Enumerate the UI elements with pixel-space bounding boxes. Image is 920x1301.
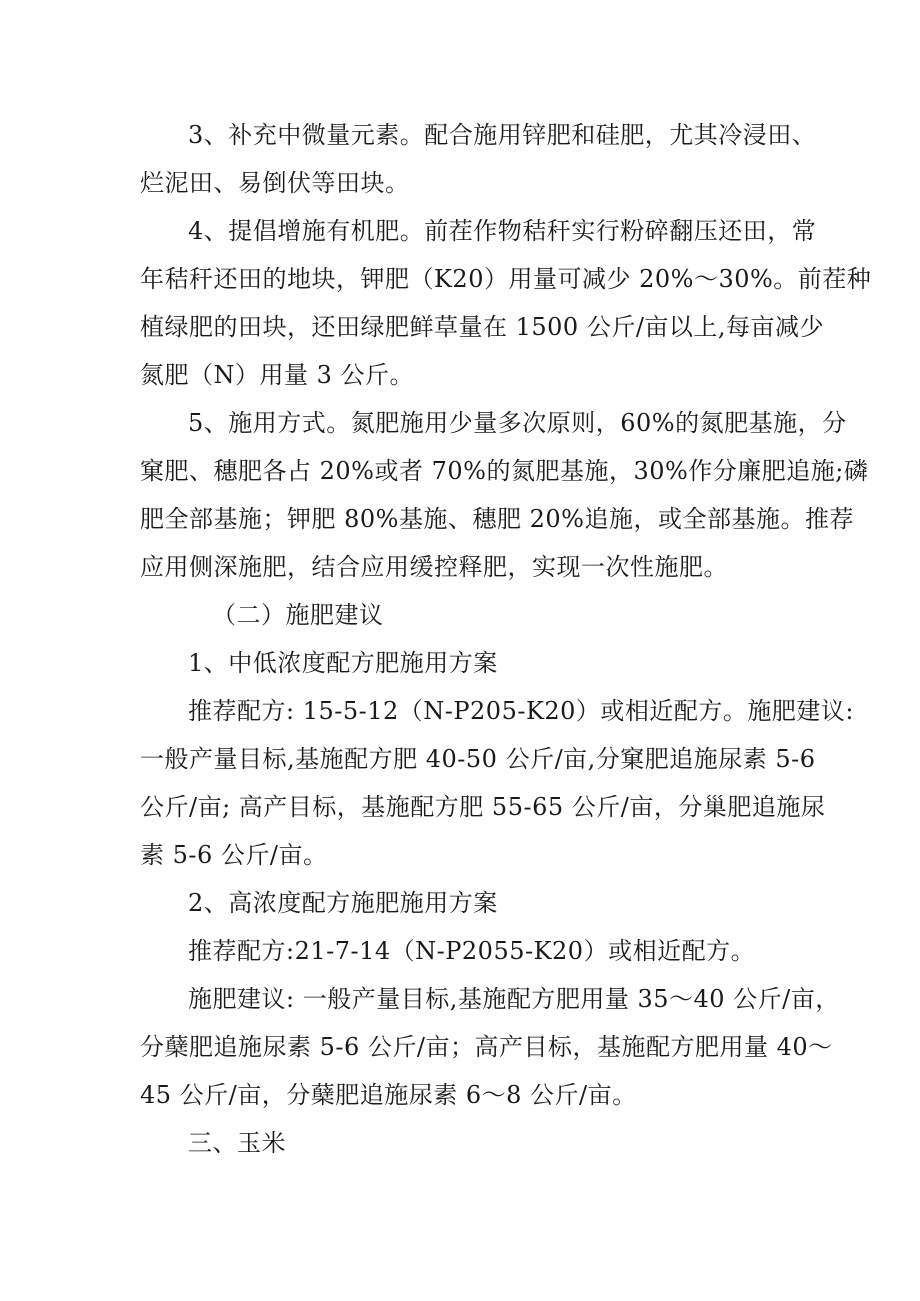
formula-line-2: 一般产量目标,基施配方肥 40-50 公斤/亩,分窠肥追施尿素 5-6: [140, 745, 816, 773]
paragraph-3-line-2: 烂泥田、易倒伏等田块。: [140, 169, 410, 197]
high-advice-line-1: 施肥建议: 一般产量目标,基施配方肥用量 35～40 公斤/亩，: [188, 985, 840, 1013]
paragraph-5-line-3: 肥全部基施；钾肥 80%基施、穗肥 20%追施，或全部基施。推荐: [140, 505, 854, 533]
high-formula-line: 推荐配方:21-7-14（N-P2055-K20）或相近配方。: [188, 937, 756, 965]
paragraph-4-line-4: 氮肥（N）用量 3 公斤。: [140, 361, 415, 389]
formula-line-4: 素 5-6 公斤/亩。: [140, 841, 328, 869]
high-advice-line-2: 分蘖肥追施尿素 5-6 公斤/亩；高产目标，基施配方肥用量 40～: [140, 1033, 833, 1061]
formula-line-1: 推荐配方: 15-5-12（N-P205-K20）或相近配方。施肥建议:: [188, 697, 855, 725]
section-heading-corn: 三、玉米: [188, 1129, 286, 1157]
subheading-high-concentration: 2、高浓度配方施肥施用方案: [188, 889, 498, 917]
paragraph-5-line-2: 窠肥、穗肥各占 20%或者 70%的氮肥基施，30%作分廉肥追施;磷: [140, 457, 869, 485]
subheading-low-concentration: 1、中低浓度配方肥施用方案: [188, 649, 498, 677]
paragraph-4-line-2: 年秸秆还田的地块，钾肥（K20）用量可减少 20%～30%。前茬种: [140, 265, 872, 293]
section-heading-fertilizer-advice: （二）施肥建议: [212, 601, 384, 629]
high-advice-line-3: 45 公斤/亩，分蘖肥追施尿素 6～8 公斤/亩。: [140, 1081, 637, 1109]
paragraph-3-line-1: 3、补充中微量元素。配合施用锌肥和硅肥，尤其冷浸田、: [188, 121, 817, 149]
paragraph-5-line-1: 5、施用方式。氮肥施用少量多次原则，60%的氮肥基施，分: [188, 409, 847, 437]
formula-line-3: 公斤/亩; 高产目标，基施配方肥 55-65 公斤/亩，分巢肥追施尿: [140, 793, 826, 821]
paragraph-5-line-4: 应用侧深施肥，结合应用缓控释肥，实现一次性施肥。: [140, 553, 728, 581]
paragraph-4-line-1: 4、提倡增施有机肥。前茬作物秸秆实行粉碎翻压还田，常: [188, 217, 817, 245]
paragraph-4-line-3: 植绿肥的田块，还田绿肥鲜草量在 1500 公斤/亩以上,每亩减少: [140, 313, 825, 341]
